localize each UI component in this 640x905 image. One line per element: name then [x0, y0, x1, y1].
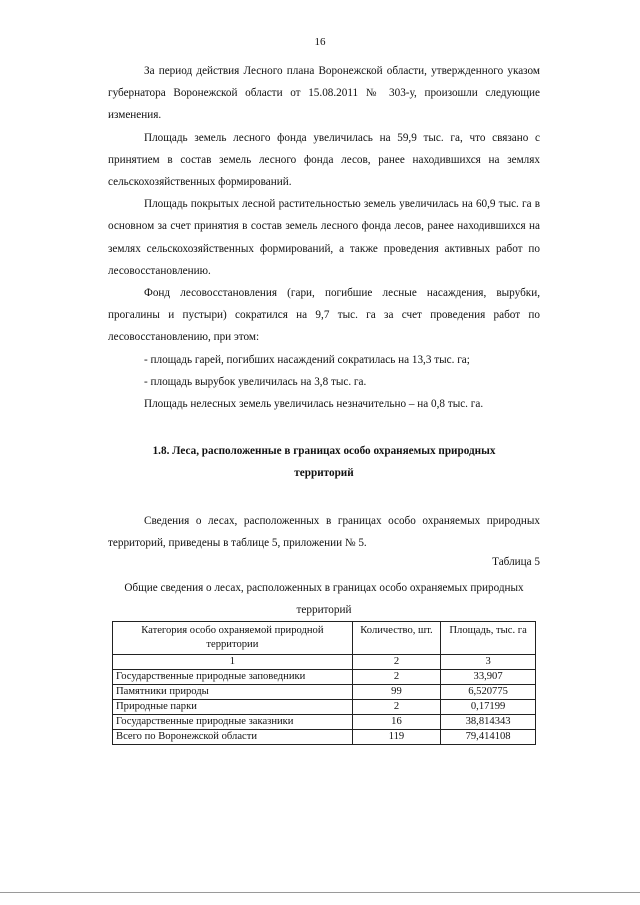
header-area: Площадь, тыс. га	[441, 622, 536, 655]
table-caption	[108, 577, 540, 621]
row-count: 2	[352, 700, 440, 715]
page-number: 16	[314, 36, 326, 48]
paragraph-forest-fund-area: Площадь земель лесного фонда увеличилась на 59,9 тыс. га, что связано с принятием в состав земель лесного фонда лесов, ранее находившихся на землях сельскохозяйственных формирований.	[108, 131, 540, 189]
row-category: Государственные природные заповедники	[113, 670, 353, 685]
row-count: 16	[352, 715, 440, 730]
list-item-burned-areas: - площадь гарей, погибших насаждений сократилась на 13,3 тыс. га;	[144, 353, 470, 366]
table-header-row	[113, 622, 536, 655]
table-row	[113, 685, 536, 700]
table-caption-line-2: территорий	[296, 604, 352, 616]
paragraph-forest-covered-area: Площадь покрытых лесной растительностью земель увеличилась на 60,9 тыс. га в основном за счет принятия в состав земель лесного фонда лесов, ранее находившихся на землях сельскохозяйственных формирований, а также проведения активных работ по лесовосстановлению.	[108, 198, 540, 277]
row-count: 99	[352, 685, 440, 700]
table-caption-line-1: Общие сведения о лесах, расположенных в границах особо охраняемых природных	[124, 582, 524, 594]
row-category: Всего по Воронежской области	[113, 730, 353, 745]
row-category: Государственные природные заказники	[113, 715, 353, 730]
section-heading-line-2: территорий	[294, 467, 354, 479]
list-item-clearings: - площадь вырубок увеличилась на 3,8 тыс. га.	[144, 375, 367, 388]
paragraph-changes-intro: За период действия Лесного плана Воронежской области, утвержденного указом губернатора Воронежской области от 15.08.2011 № 303-у, произошли следующие изменения.	[108, 65, 540, 122]
table-row	[113, 700, 536, 715]
table-label: Таблица 5	[492, 556, 540, 568]
row-area: 38,814343	[441, 715, 536, 730]
header-count: Количество, шт.	[352, 622, 440, 655]
table-row-total	[113, 730, 536, 745]
row-area: 79,414108	[441, 730, 536, 745]
column-number-1: 1	[113, 655, 353, 670]
paragraph-non-forest-lands: Площадь нелесных земель увеличилась незначительно – на 0,8 тыс. га.	[144, 398, 484, 411]
row-count: 119	[352, 730, 440, 745]
row-category: Памятники природы	[113, 685, 353, 700]
section-heading	[108, 440, 540, 484]
column-number-2: 2	[352, 655, 440, 670]
row-area: 33,907	[441, 670, 536, 685]
row-area: 6,520775	[441, 685, 536, 700]
header-category: Категория особо охраняемой природной территории	[113, 622, 353, 655]
table-row	[113, 670, 536, 685]
table-row	[113, 715, 536, 730]
section-intro: Сведения о лесах, расположенных в границах особо охраняемых природных территорий, приведены в таблице 5, приложении № 5.	[108, 515, 540, 549]
section-heading-line-1: 1.8. Леса, расположенные в границах особо охраняемых природных	[152, 445, 496, 457]
row-count: 2	[352, 670, 440, 685]
body-text	[108, 60, 540, 415]
row-category: Природные парки	[113, 700, 353, 715]
column-number-3: 3	[441, 655, 536, 670]
table-column-numbers-row	[113, 655, 536, 670]
protected-areas-table	[112, 621, 536, 745]
row-area: 0,17199	[441, 700, 536, 715]
page-bottom-divider	[0, 892, 640, 893]
paragraph-reforestation-fund: Фонд лесовосстановления (гари, погибшие лесные насаждения, вырубки, прогалины и пустыри) сократился на 9,7 тыс. га за счет проведения работ по лесовосстановлению, при этом:	[108, 287, 540, 344]
